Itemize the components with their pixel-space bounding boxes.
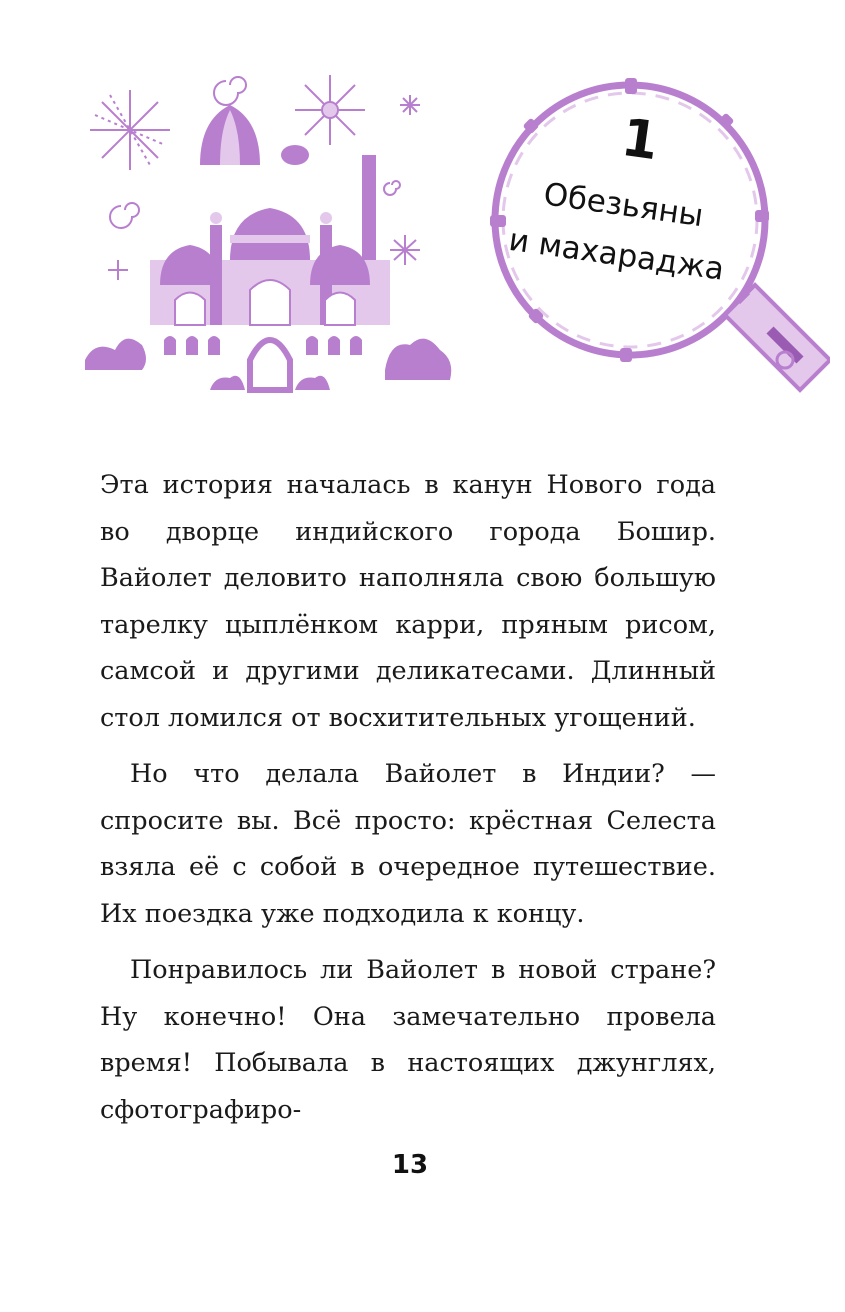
paragraph-2: Но что делала Вайолет в Индии? — спросите вы. Всё просто: крёстная Селеста взяла её с собой в очередное путешествие. Их поездка уже подходила к концу. [100, 759, 716, 929]
chapter-number: 1 [617, 107, 663, 173]
firework-right-icon [295, 75, 365, 145]
paragraph-1: Эта история началась в канун Нового года во дворце индийского города Бошир. Вайолет деловито наполняла свою большую тарелку цыплёнком карри, пряным рисом, самсой и другими деликатесами. Длинный стол ломился от восхитительных угощений. [100, 470, 716, 733]
palace-illustration [80, 60, 460, 400]
firework-left-icon [90, 90, 170, 170]
paragraph-3: Понравилось ли Вайолет в новой стране? Ну конечно! Она замечательно провела время! Побывала в настоящих джунглях, сфотографиро- [100, 955, 716, 1125]
central-dome-icon [230, 208, 310, 260]
right-dome-icon [310, 245, 370, 285]
bush-left-icon [85, 339, 146, 370]
chapter-title-line1: Обезьяны [541, 176, 706, 235]
magnifier-handle-icon [725, 285, 830, 390]
chapter-title-line2: и махараджа [506, 221, 727, 288]
bush-right-icon [385, 339, 451, 380]
body-text [100, 462, 716, 1143]
page-number: 13 [391, 1150, 429, 1180]
